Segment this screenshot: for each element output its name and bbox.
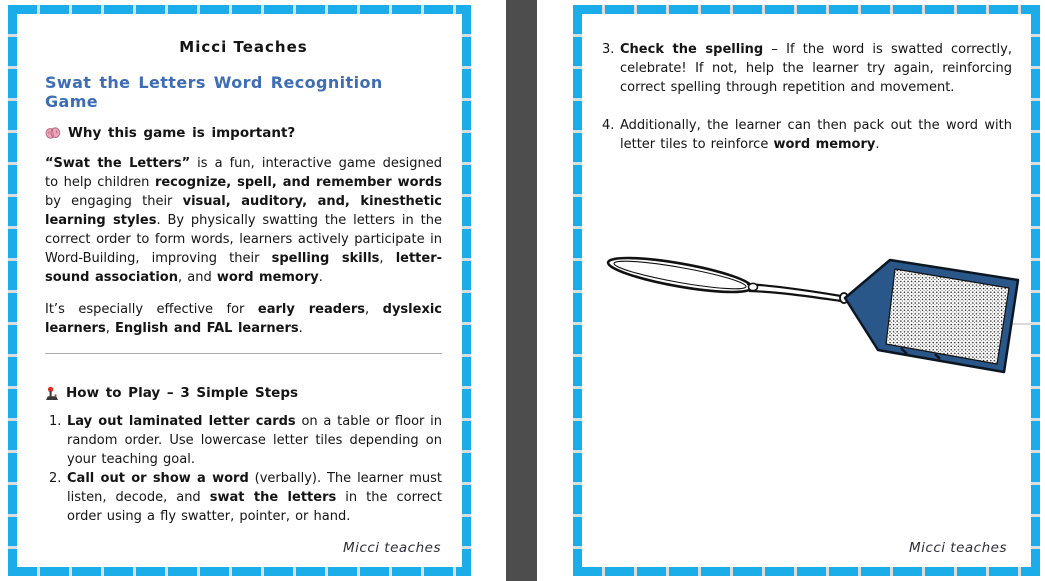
why-section-label: Why this game is important? — [68, 125, 296, 141]
why-section-heading — [45, 125, 442, 141]
page-border-left — [8, 5, 17, 576]
list-item-4 — [602, 116, 1012, 154]
page-border-bottom — [8, 567, 471, 576]
list-item-text: Check the spelling – If the word is swatted correctly, celebrate! If not, help the learner try again, reinforcing correct spelling through repetition and movement. — [620, 42, 1012, 95]
brain-icon — [45, 126, 61, 140]
how-section-heading — [45, 385, 442, 401]
page-border-left — [573, 5, 582, 576]
list-item-text: Call out or show a word (verbally). The learner must listen, decode, and swat the letters in the correct order using a fly swatter, pointer, or hand. — [67, 471, 443, 524]
how-section-label: How to Play – 3 Simple Steps — [66, 385, 299, 401]
list-item-3 — [602, 40, 1012, 97]
page-title: Swat the Letters Word Recognition Game — [45, 73, 383, 111]
list-number: 3. — [602, 42, 615, 57]
steps-list — [602, 40, 1012, 154]
list-number: 1. — [49, 414, 62, 429]
list-item-2 — [49, 469, 442, 526]
list-number: 4. — [602, 118, 615, 133]
page-border-top — [8, 5, 471, 14]
document-page-2 — [573, 5, 1040, 576]
document-page-1 — [8, 5, 471, 576]
page-footer: Micci teaches — [909, 540, 1007, 556]
section-divider-rule — [45, 353, 442, 354]
page-border-bottom — [573, 567, 1040, 576]
page-border-right — [462, 5, 471, 576]
page-gap-strip — [506, 0, 537, 581]
intro-paragraph: “Swat the Letters” is a fun, interactive game designed to help children recognize, spell, and remember words by engaging their visual, auditory, and, kinesthetic learning styles. By physically swatting the letters in the correct order to form words, learners actively participate in Word-Building, improving their spelling skills, letter-sound association, and word memory. — [45, 156, 443, 285]
list-item-text: Additionally, the learner can then pack out the word with letter tiles to reinforce word memory. — [620, 118, 1012, 152]
brand-header: Micci Teaches — [179, 38, 308, 56]
fly-swatter-illustration — [583, 248, 1033, 423]
page-footer: Micci teaches — [343, 540, 441, 556]
joystick-icon — [45, 386, 59, 401]
list-item-1 — [49, 412, 442, 469]
list-number: 2. — [49, 471, 62, 486]
list-item-text: Lay out laminated letter cards on a table or floor in random order. Use lowercase letter tiles depending on your teaching goal. — [67, 414, 443, 467]
steps-list — [45, 412, 442, 526]
page-1-content — [17, 14, 462, 567]
effective-paragraph: It’s especially effective for early readers, dyslexic learners, English and FAL learners. — [45, 302, 442, 336]
page-border-top — [573, 5, 1040, 14]
